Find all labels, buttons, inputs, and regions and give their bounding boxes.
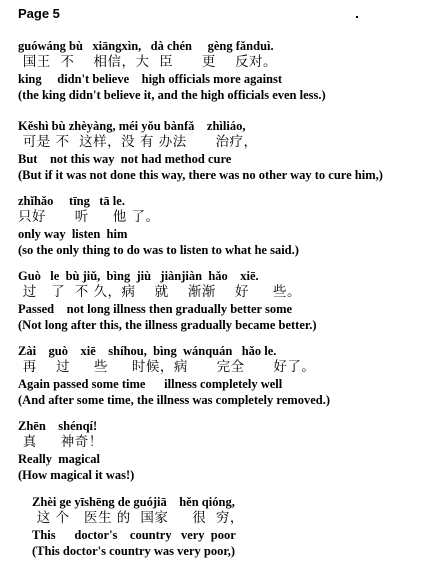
translation-line: (so the only thing to do was to listen to what he said.) bbox=[18, 243, 299, 257]
translation-line: (How magical it was!) bbox=[18, 468, 135, 482]
page-number: Page 5 bbox=[18, 6, 60, 21]
pinyin-line: Zhèi ge yīshēng de guójiā hěn qióng, bbox=[32, 495, 235, 509]
gloss-line: Really magical bbox=[18, 452, 100, 466]
translation-line: (And after some time, the illness was completely removed.) bbox=[18, 393, 330, 407]
pinyin-line: Zài guò xiē shíhou, bìng wánquán hǎo le. bbox=[18, 344, 277, 358]
gloss-line: Again passed some time illness completely well bbox=[18, 377, 283, 391]
sentence-block bbox=[18, 38, 326, 103]
hanzi-line: 只好 听 他 了。 bbox=[18, 209, 160, 225]
hanzi-line: 再 过 些 时候，病 完全 好了。 bbox=[18, 359, 316, 375]
gloss-line: only way listen him bbox=[18, 227, 128, 241]
hanzi-line: 真 神奇！ bbox=[18, 434, 103, 450]
pinyin-line: Guò le bù jiǔ, bìng jiù jiànjiàn hǎo xiē. bbox=[18, 269, 259, 283]
hanzi-line: 可是 不 这样，没 有 办法 治疗， bbox=[18, 134, 258, 150]
translation-line: (the king didn't believe it, and the high officials even less.) bbox=[18, 88, 326, 102]
pinyin-line: guówáng bù xiāngxìn, dà chén gèng fǎnduì. bbox=[18, 39, 274, 53]
gloss-line: This doctor's country very poor bbox=[32, 528, 236, 542]
translation-line: (But if it was not done this way, there was no other way to cure him,) bbox=[18, 168, 383, 182]
pinyin-line: zhǐhǎo tīng tā le. bbox=[18, 194, 125, 208]
translation-line: (Not long after this, the illness gradually became better.) bbox=[18, 318, 317, 332]
hanzi-line: 国王 不 相信，大 臣 更 反对。 bbox=[18, 54, 278, 70]
sentence-block bbox=[18, 193, 299, 258]
gloss-line: Passed not long illness then gradually better some bbox=[18, 302, 293, 316]
speck bbox=[356, 16, 358, 18]
pinyin-line: Kěshì bù zhèyàng, méi yǒu bànfǎ zhìliáo, bbox=[18, 119, 246, 133]
gloss-line: king didn't believe high officials more against bbox=[18, 72, 283, 86]
sentence-block bbox=[18, 418, 134, 483]
sentence-block bbox=[32, 494, 244, 559]
sentence-block bbox=[18, 118, 383, 183]
hanzi-line: 过 了 不 久，病 就 渐渐 好 些。 bbox=[18, 284, 301, 300]
pinyin-line: Zhēn shénqí! bbox=[18, 419, 98, 433]
sentence-block bbox=[18, 343, 330, 408]
translation-line: (This doctor's country was very poor,) bbox=[32, 544, 236, 558]
sentence-block bbox=[18, 268, 317, 333]
hanzi-line: 这 个 医生 的 国家 很 穷， bbox=[32, 510, 244, 526]
gloss-line: But not this way not had method cure bbox=[18, 152, 232, 166]
